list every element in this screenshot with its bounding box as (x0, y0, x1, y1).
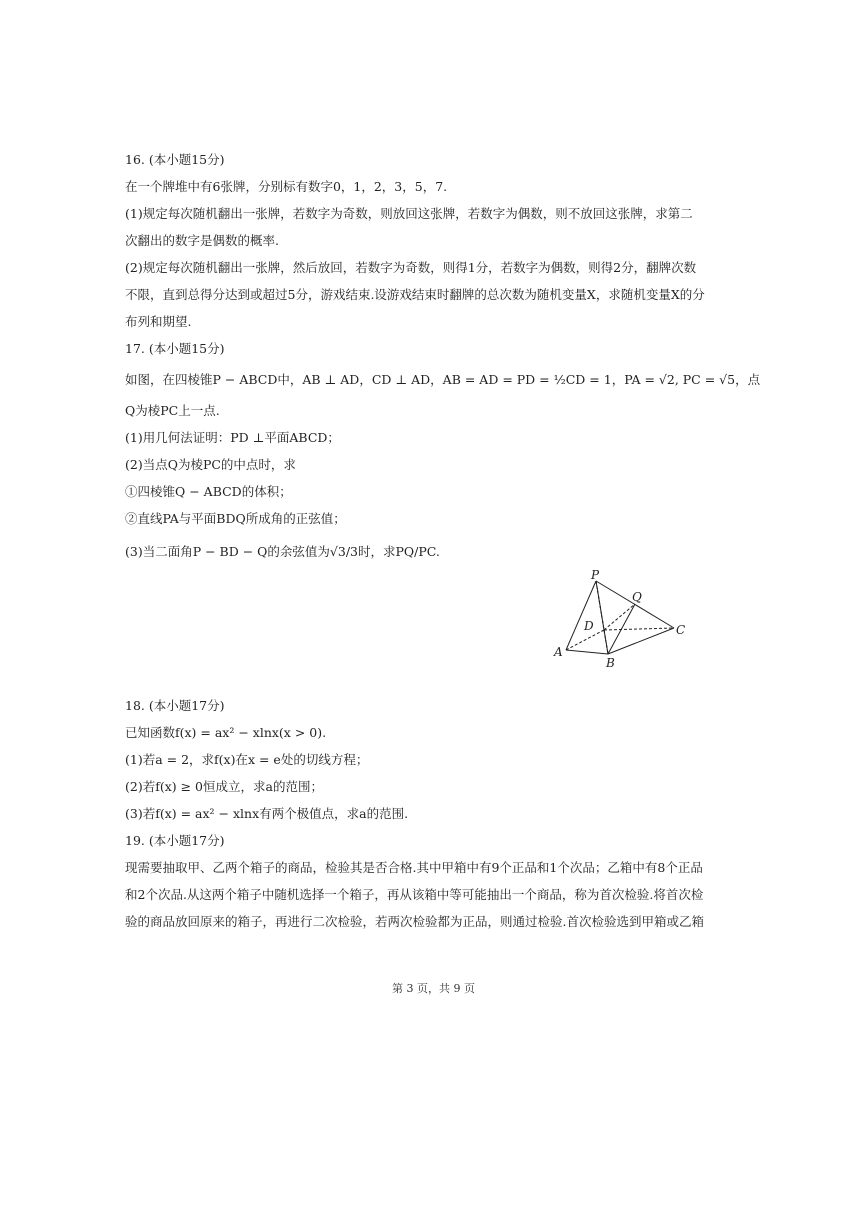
page-footer: 第 3 页，共 9 页 (392, 982, 475, 995)
q16-part1-line1: (1)规定每次随机翻出一张牌，若数字为奇数，则放回这张牌，若数字为偶数，则不放回这张牌，求第二 (125, 206, 693, 221)
label-P: P (591, 568, 600, 582)
q19-title: 19. (本小题17分) (125, 833, 225, 848)
label-Q: Q (632, 590, 642, 604)
q19-line2: 和2个次品.从这两个箱子中随机选择一个箱子，再从该箱中等可能抽出一个商品，称为首次检验.将首次检 (125, 887, 704, 902)
q16-intro: 在一个牌堆中有6张牌，分别标有数字0，1，2，3，5，7. (125, 179, 448, 194)
label-B: B (606, 656, 615, 668)
q16-part1-line2: 次翻出的数字是偶数的概率. (125, 233, 279, 248)
q18-part1: (1)若a = 2，求f(x)在x = e处的切线方程； (125, 752, 369, 767)
q17-part2a: ①四棱锥Q − ABCD的体积； (125, 484, 292, 499)
q19-line3: 验的商品放回原来的箱子，再进行二次检验，若两次检验都为正品，则通过检验.首次检验选到甲箱或乙箱 (125, 914, 704, 929)
q18-part2: (2)若f(x) ≥ 0恒成立，求a的范围； (125, 779, 323, 794)
pyramid-figure (548, 568, 698, 668)
q18-title: 18. (本小题17分) (125, 698, 225, 713)
q16-part2-line2: 不限，直到总得分达到或超过5分，游戏结束.设游戏结束时翻牌的总次数为随机变量X，求随机变量X的分 (125, 287, 705, 302)
q17-part3: (3)当二面角P − BD − Q的余弦值为√3/3时，求PQ/PC. (125, 544, 440, 559)
q18-intro: 已知函数f(x) = ax² − xlnx(x > 0). (125, 725, 327, 740)
label-A: A (554, 645, 563, 659)
q17-part1: (1)用几何法证明：PD ⊥平面ABCD； (125, 430, 340, 445)
q17-part2: (2)当点Q为棱PC的中点时，求 (125, 457, 296, 472)
q19-line1: 现需要抽取甲、乙两个箱子的商品，检验其是否合格.其中甲箱中有9个正品和1个次品；乙箱中有8个正品 (125, 860, 703, 875)
q18-part3: (3)若f(x) = ax² − xlnx有两个极值点，求a的范围. (125, 806, 409, 821)
q16-part2-line3: 布列和期望. (125, 314, 192, 329)
q16-part2-line1: (2)规定每次随机翻出一张牌，然后放回，若数字为奇数，则得1分，若数字为偶数，则得2分，翻牌次数 (125, 260, 697, 275)
q17-part2b: ②直线PA与平面BDQ所成角的正弦值； (125, 511, 346, 526)
q17-intro-line2: Q为棱PC上一点. (125, 403, 220, 418)
q17-intro-line1: 如图，在四棱锥P − ABCD中，AB ⊥ AD，CD ⊥ AD，AB = AD = PD = ½CD = 1，PA = √2, PC = √5，点 (125, 372, 761, 387)
label-D: D (584, 619, 594, 633)
label-C: C (676, 623, 686, 637)
q16-title: 16. (本小题15分) (125, 152, 225, 167)
q17-title: 17. (本小题15分) (125, 341, 225, 356)
